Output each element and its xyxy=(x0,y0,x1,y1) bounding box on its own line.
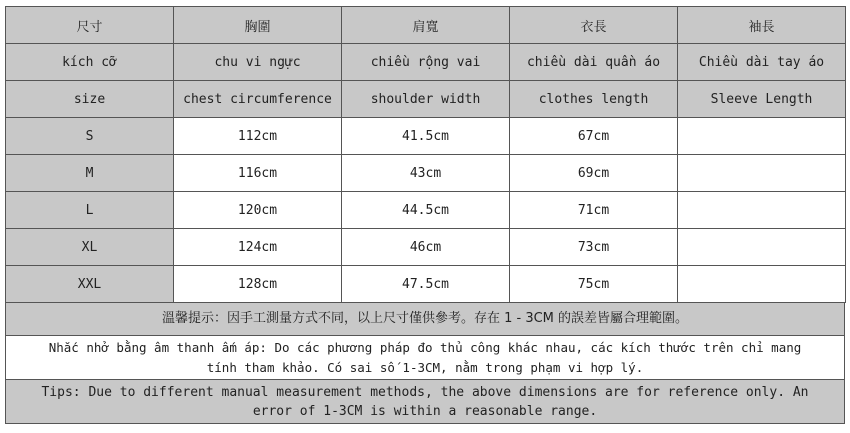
header-cell: Chiều dài tay áo xyxy=(678,44,846,81)
table-row xyxy=(6,229,846,266)
header-cell: 尺寸 xyxy=(6,7,174,44)
table-cell xyxy=(678,229,846,266)
table-cell: 124cm xyxy=(174,229,342,266)
size-label-cell: XL xyxy=(6,229,174,266)
header-cell: chiều dài quần áo xyxy=(510,44,678,81)
table-cell: 69cm xyxy=(510,155,678,192)
size-label-cell: XXL xyxy=(6,266,174,303)
table-row xyxy=(6,266,846,303)
size-label-cell: S xyxy=(6,118,174,155)
table-cell: 41.5cm xyxy=(342,118,510,155)
table-cell xyxy=(678,266,846,303)
header-cell: 衣長 xyxy=(510,7,678,44)
table-row xyxy=(6,192,846,229)
vietnamese-note-line: tính tham khảo. Có sai số 1-3CM, nằm trong phạm vi hợp lý. xyxy=(206,360,644,375)
size-table xyxy=(5,6,846,303)
table-cell: 120cm xyxy=(174,192,342,229)
chinese-note: 溫馨提示：因手工測量方式不同，以上尺寸僅供參考。存在 1 - 3CM 的誤差皆屬合理範圍。 xyxy=(5,303,845,336)
table-cell: 47.5cm xyxy=(342,266,510,303)
table-cell xyxy=(678,155,846,192)
table-cell: 128cm xyxy=(174,266,342,303)
english-note-line: error of 1-3CM is within a reasonable range. xyxy=(252,404,598,419)
header-cell: Sleeve Length xyxy=(678,81,846,118)
header-cell: 胸圍 xyxy=(174,7,342,44)
table-cell: 116cm xyxy=(174,155,342,192)
header-cell: chu vi ngực xyxy=(174,44,342,81)
header-row-english xyxy=(6,81,846,118)
header-cell: size xyxy=(6,81,174,118)
table-cell: 44.5cm xyxy=(342,192,510,229)
table-row xyxy=(6,155,846,192)
table-cell: 112cm xyxy=(174,118,342,155)
header-row-vietnamese xyxy=(6,44,846,81)
header-cell: shoulder width xyxy=(342,81,510,118)
table-cell: 43cm xyxy=(342,155,510,192)
table-cell: 46cm xyxy=(342,229,510,266)
table-cell xyxy=(678,192,846,229)
header-cell: chiều rộng vai xyxy=(342,44,510,81)
header-cell: chest circumference xyxy=(174,81,342,118)
vietnamese-note-line: Nhắc nhở bằng âm thanh ấm áp: Do các phương pháp đo thủ công khác nhau, các kích thước trên chỉ mang xyxy=(48,340,802,355)
table-cell: 71cm xyxy=(510,192,678,229)
vietnamese-note xyxy=(5,336,845,380)
header-cell: 袖長 xyxy=(678,7,846,44)
size-label-cell: M xyxy=(6,155,174,192)
header-cell: 肩寬 xyxy=(342,7,510,44)
table-cell xyxy=(678,118,846,155)
table-cell: 75cm xyxy=(510,266,678,303)
table-row xyxy=(6,118,846,155)
size-chart xyxy=(5,6,845,424)
table-cell: 67cm xyxy=(510,118,678,155)
english-note-line: Tips: Due to different manual measurement methods, the above dimensions are for reference only. An xyxy=(41,385,809,400)
english-note xyxy=(5,380,845,424)
size-label-cell: L xyxy=(6,192,174,229)
table-cell: 73cm xyxy=(510,229,678,266)
header-cell: clothes length xyxy=(510,81,678,118)
header-cell: kích cỡ xyxy=(6,44,174,81)
header-row-chinese xyxy=(6,7,846,44)
